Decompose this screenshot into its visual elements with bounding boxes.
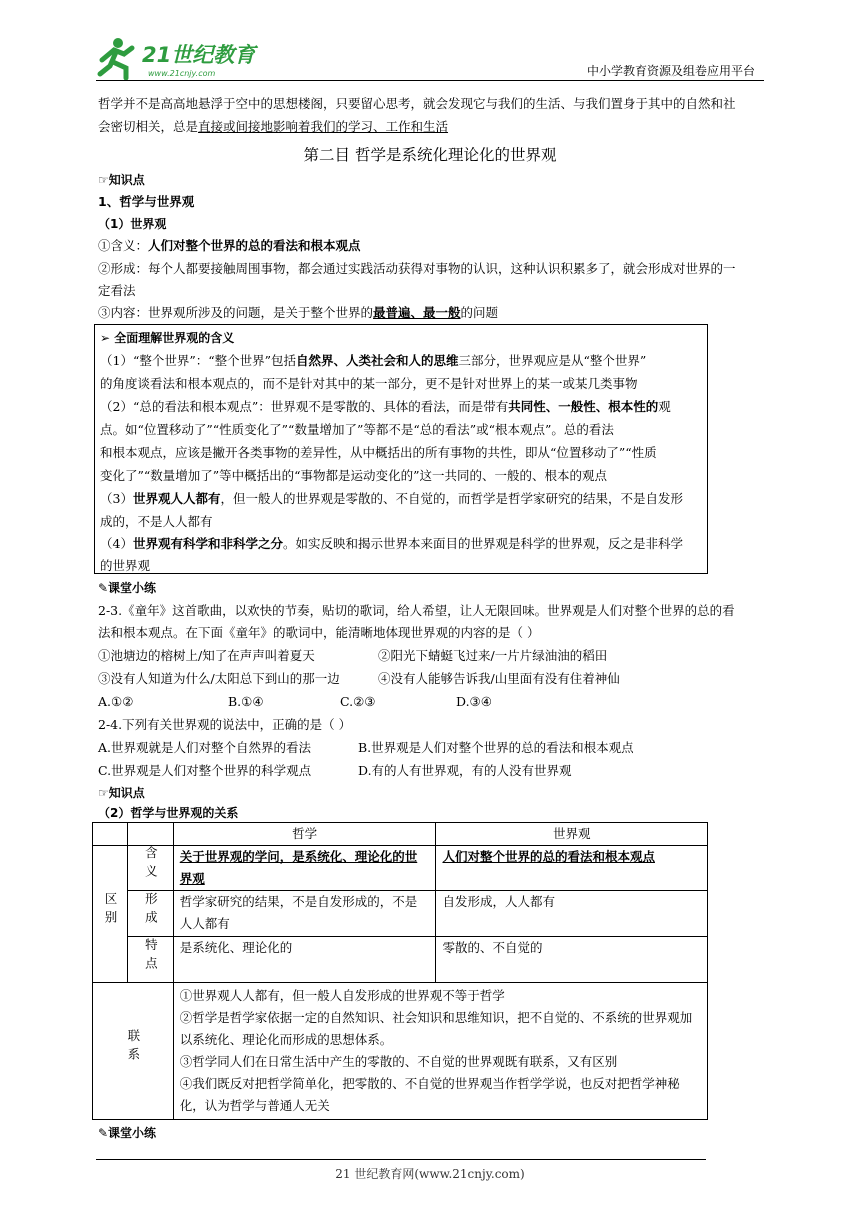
- link-item-2: ②哲学是哲学家依据一定的自然知识、社会知识和思维知识，把不自觉的、不系统的世界观加以系统化、理论化而形成的思想体系。: [179, 1010, 693, 1047]
- formation-line-1: ②形成：每个人都要接触周围事物，都会通过实践活动获得对事物的认识，这种认识积累多了，就会形成对世界的一: [98, 261, 736, 276]
- knowledge-heading-2: ☞知识点: [98, 786, 145, 800]
- philosophy-meaning: 关于世界观的学问，是系统化、理论化的世界观: [173, 846, 436, 891]
- practice-heading: ✎课堂小练: [98, 581, 157, 595]
- practice-heading-2: ✎课堂小练: [98, 1126, 157, 1140]
- box-title: ➢ 全面理解世界观的含义: [100, 331, 235, 345]
- subheading-1: 1、哲学与世界观: [98, 194, 195, 209]
- intro-line-2: [98, 116, 448, 138]
- col-header-worldview: 世界观: [436, 823, 708, 846]
- content-line: ③内容：世界观所涉及的问题，是关于整个世界的最普遍、最一般的问题: [98, 305, 499, 320]
- meaning-line: ①含义：人们对整个世界的总的看法和根本观点: [98, 238, 361, 253]
- intro-line-1: 哲学并不是高高地悬浮于空中的思想楼阁，只要留心思考，就会发现它与我们的生活、与我们置身于其中的自然和社: [98, 96, 736, 111]
- footer-divider: [96, 1159, 706, 1160]
- question-2-4-B: B.世界观是人们对整个世界的总的看法和根本观点: [358, 740, 634, 755]
- footer-text: 21 世纪教育网(www.21cnjy.com): [335, 1167, 525, 1181]
- answer-C: C.②③: [340, 694, 376, 709]
- question-2-3-option-4: ④没有人能够告诉我/山里面有没有住着神仙: [378, 671, 620, 686]
- site-logo: [96, 36, 266, 82]
- row-feature-label: 特点: [128, 937, 174, 983]
- intro-text: 会密切相关，总是: [98, 119, 199, 134]
- philosophy-formation: 哲学家研究的结果，不是自发形成的，不是人人都有: [173, 891, 436, 937]
- box-p4-line1: （4）世界观有科学和非科学之分。如实反映和揭示世界本来面目的世界观是科学的世界观，反之是非科学: [100, 536, 683, 551]
- question-2-3-line1: 2-3.《童年》这首歌曲，以欢快的节奏，贴切的歌词，给人希望，让人无限回味。世界观是人们对整个世界的总的看: [98, 603, 735, 618]
- subheading-relation: （2）哲学与世界观的关系: [98, 806, 239, 820]
- section-title: 第二目 哲学是系统化理论化的世界观: [303, 146, 557, 164]
- philosophy-feature: 是系统化、理论化的: [173, 937, 436, 983]
- box-p3-line2: 成的，不是人人都有: [100, 514, 213, 529]
- link-item-4: ④我们既反对把哲学简单化，把零散的、不自觉的世界观当作哲学学说，也反对把哲学神秘化，认为哲学与普通人无关: [179, 1076, 680, 1113]
- box-p1-line2: 的角度谈看法和根本观点的，而不是针对其中的某一部分，更不是针对世界上的某一或某几类事物: [100, 376, 638, 391]
- question-2-3-option-2: ②阳光下蜻蜓飞过来/一片片绿油油的稻田: [378, 648, 608, 663]
- worldview-feature: 零散的、不自觉的: [436, 937, 708, 983]
- box-p2-line1: （2）“总的看法和根本观点”：世界观不是零散的、具体的看法，而是带有共同性、一般性、根本性的观: [100, 399, 671, 414]
- question-2-4-C: C.世界观是人们对整个世界的科学观点: [98, 763, 312, 778]
- row-meaning-label: 含义: [128, 846, 174, 891]
- question-2-4-D: D.有的人有世界观，有的人没有世界观: [358, 763, 572, 778]
- question-2-3-option-1: ①池塘边的榕树上/知了在声声叫着夏天: [98, 648, 315, 663]
- logo-url: www.21cnjy.com: [148, 69, 216, 78]
- box-p2-line2: 点。如“位置移动了”“性质变化了”“数量增加了”等都不是“总的看法”或“根本观点”。总的看法: [100, 422, 614, 437]
- box-p2-line3: 和根本观点，应该是撇开各类事物的差异性，从中概括出的所有事物的共性，即从“位置移动了”“性质: [100, 445, 657, 460]
- answer-A: A.①②: [98, 694, 134, 709]
- link-content: [173, 983, 707, 1120]
- runner-icon: [100, 38, 132, 78]
- formation-line-2: 定看法: [98, 283, 136, 298]
- relation-table: [92, 822, 708, 1120]
- col-header-philosophy: 哲学: [173, 823, 436, 846]
- header-platform-name: 中小学教育资源及组卷应用平台: [586, 64, 755, 78]
- worldview-meaning: 人们对整个世界的总的看法和根本观点: [436, 846, 708, 891]
- subheading-2: （1）世界观: [98, 217, 167, 231]
- answer-B: B.①④: [228, 694, 264, 709]
- link-item-3: ③哲学同人们在日常生活中产生的零散的、不自觉的世界观既有联系，又有区别: [179, 1054, 618, 1069]
- worldview-formation: 自发形成，人人都有: [436, 891, 708, 937]
- question-2-3-option-3: ③没有人知道为什么/太阳总下到山的那一边: [98, 671, 340, 686]
- logo-text: 21世纪教育: [142, 43, 256, 67]
- box-p1-line1: （1）“整个世界”：“整个世界”包括自然界、人类社会和人的思维三部分，世界观应是从“整个世界”: [100, 353, 647, 368]
- question-2-3-line2: 法和根本观点。在下面《童年》的歌词中，能清晰地体现世界观的内容的是（ ）: [98, 625, 540, 640]
- box-p4-line2: 的世界观: [100, 558, 151, 573]
- box-p3-line1: （3）世界观人人都有，但一般人的世界观是零散的、不自觉的，而哲学是哲学家研究的结果，不是自发形: [100, 491, 683, 506]
- box-p2-line4: 变化了”“数量增加了”等中概括出的“事物都是运动变化的”这一共同的、一般的、根本的观点: [100, 468, 607, 483]
- answer-D: D.③④: [456, 694, 492, 709]
- question-2-4: 2-4.下列有关世界观的说法中，正确的是（ ）: [98, 717, 352, 732]
- row-formation-label: 形成: [128, 891, 174, 937]
- diff-label: 区别: [93, 846, 128, 983]
- intro-underlined: 直接或间接地影响着我们的学习、工作和生活: [198, 119, 449, 134]
- header-divider: [96, 80, 764, 81]
- link-label: 联系: [93, 983, 174, 1120]
- link-item-1: ①世界观人人都有，但一般人自发形成的世界观不等于哲学: [179, 988, 505, 1003]
- knowledge-heading: ☞知识点: [98, 173, 145, 187]
- question-2-4-A: A.世界观就是人们对整个自然界的看法: [98, 740, 312, 755]
